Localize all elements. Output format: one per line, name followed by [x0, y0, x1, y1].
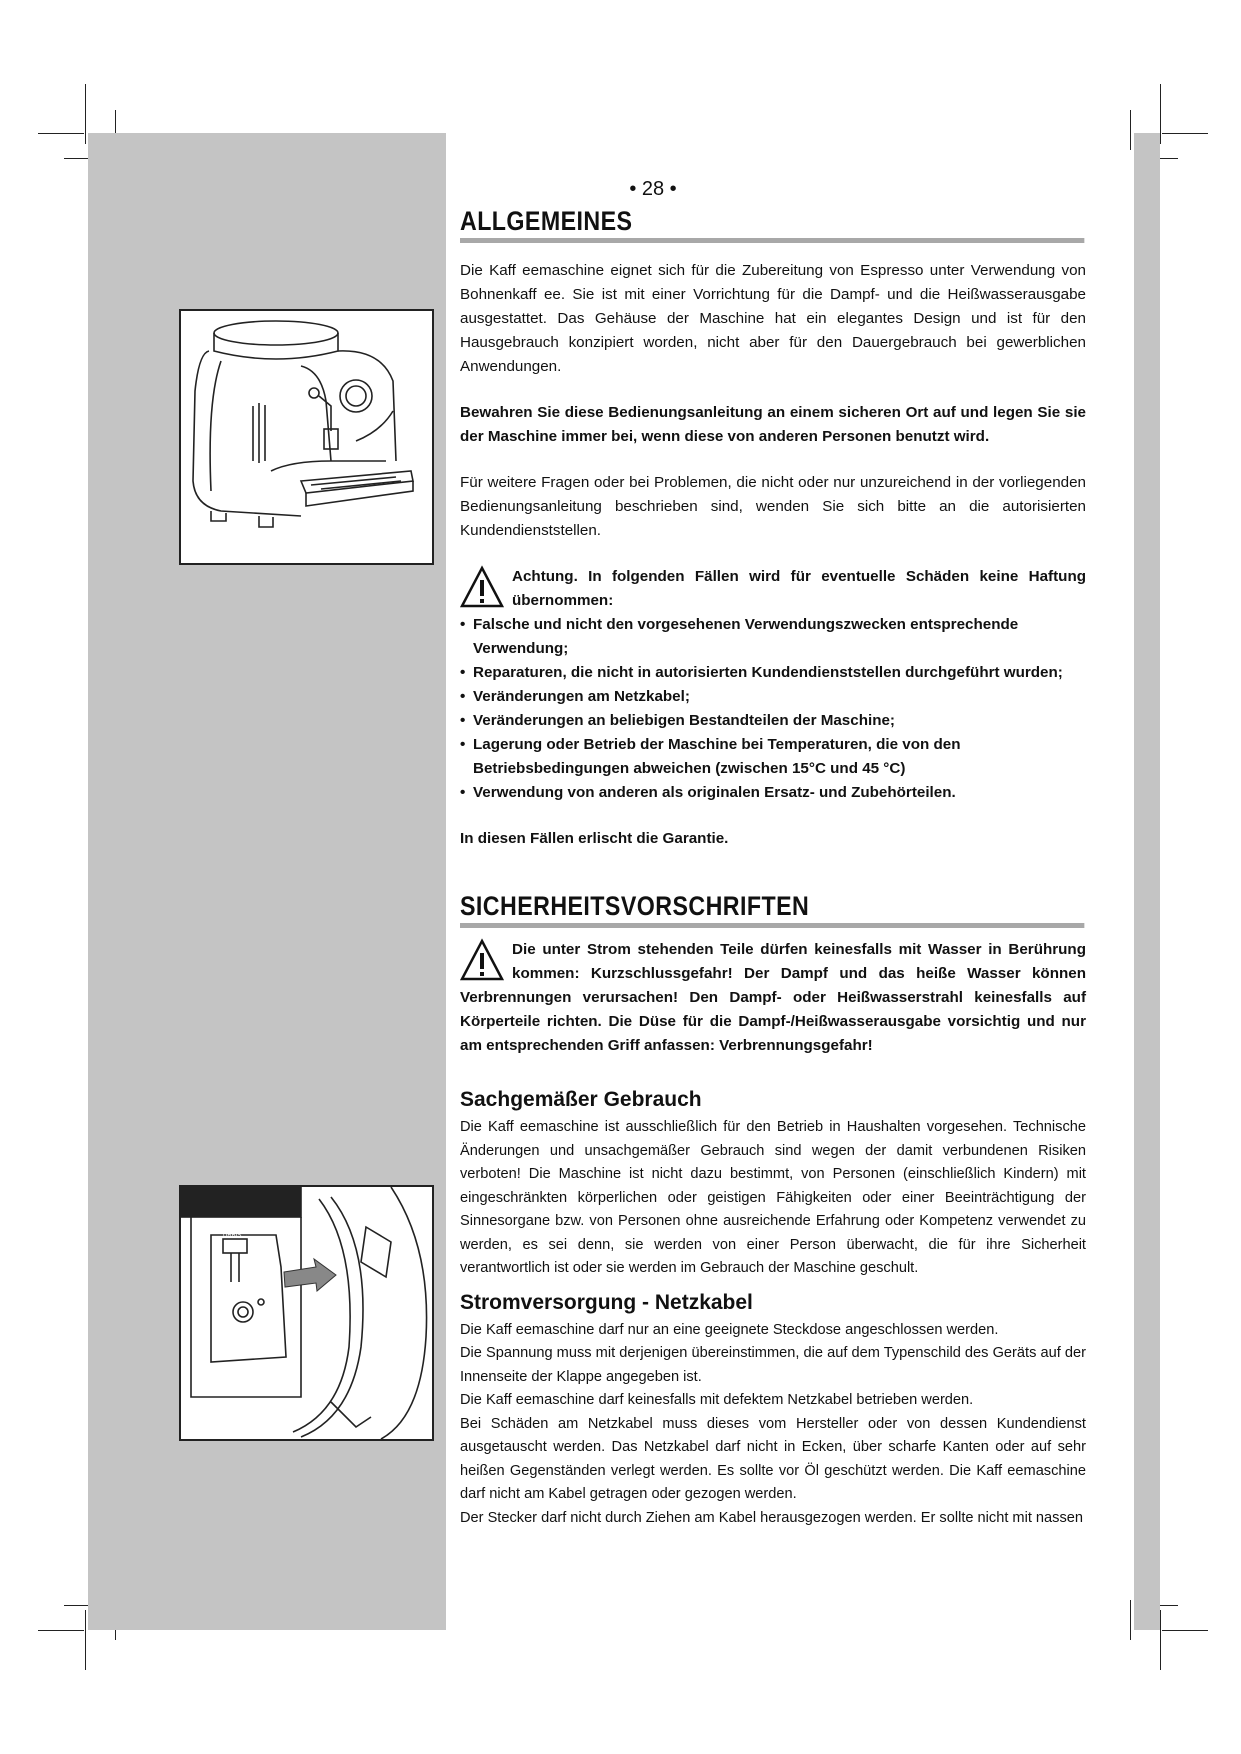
power-line: Die Spannung muss mit derjenigen übereinstimmen, die auf dem Typenschild des Geräts auf der Innenseite der Klappe angegeben ist.: [460, 1345, 1086, 1385]
intro-paragraph: Die Kaff eemaschine eignet sich für die Zubereitung von Espresso unter Verwendung von Bohnenkaff ee. Sie ist mit einer Vorrichtung für die Dampf- und die Heißwasserausgabe ausgestattet. Das Gehäuse der Maschine hat ein elegantes Design und ist für den Hausgebrauch konzipiert worden, nicht aber für den Dauergebrauch bei gewerblichen Anwendungen.: [460, 262, 1086, 375]
warning-triangle-icon: [460, 938, 504, 982]
list-item: • Lagerung oder Betrieb der Maschine bei Temperaturen, die von den Betriebsbedingungen abweichen (zwischen 15°C und 45 °C): [460, 733, 1086, 781]
list-item: • Falsche und nicht den vorgesehenen Verwendungszwecken entsprechende Verwendung;: [460, 613, 1086, 661]
questions-paragraph: Für weitere Fragen oder bei Problemen, die nicht oder nur unzureichend in der vorliegenden Bedienungsanleitung beschrieben sind, wenden Sie sich bitte an die autorisierten Kundendienststellen.: [460, 474, 1086, 539]
list-item: • Reparaturen, die nicht in autorisierten Kundendienststellen durchgeführt wurden;: [460, 661, 1086, 685]
list-item: • Verwendung von anderen als originalen Ersatz- und Zubehörteilen.: [460, 781, 1086, 805]
page-number: • 28 •: [629, 178, 677, 200]
list-item: • Veränderungen an beliebigen Bestandteilen der Maschine;: [460, 709, 1086, 733]
crop-mark: [1130, 1600, 1131, 1640]
proper-use-paragraph: Die Kaff eemaschine ist ausschließlich für den Betrieb in Haushalten vorgesehen. Technische Änderungen und unsachgemäßer Gebrauch sind wegen der damit verbundenen Risiken verboten! Die Maschine ist nicht dazu bestimmt, von Personen (einschließlich Kindern) mit eingeschränkten körperlichen oder geistigen Fähigkeiten oder einer Beeinträchtigung der Sinnesorgane bzw. von Personen ohne ausreichende Erfahrung oder Kompetenz verwendet zu werden, es sei denn, sie werden von einer Person überwacht, die für ihre Sicherheit verantwortlich ist oder sie werden im Gebrauch der Maschine geschult.: [460, 1119, 1086, 1276]
power-line: Bei Schäden am Netzkabel muss dieses vom Hersteller oder von dessen Kundendienst ausgetauscht werden. Das Netzkabel darf nicht in Ecken, über scharfe Kanten oder auf sehr heißen Gegenständen verlegt werden. Es sollte vor Öl geschützt werden. Die Kaff eemaschine darf nicht am Kabel getragen oder gezogen werden.: [460, 1415, 1086, 1502]
keep-manual-paragraph: Bewahren Sie diese Bedienungsanleitung an einem sicheren Ort auf und legen Sie sie der Maschine immer bei, wenn diese von anderen Personen benutzt wird.: [460, 404, 1086, 445]
right-margin-strip: [1134, 133, 1160, 1630]
guarantee-void-paragraph: In diesen Fällen erlischt die Garantie.: [460, 830, 729, 847]
crop-mark: [1162, 133, 1208, 134]
crop-mark: [85, 84, 86, 144]
power-line: Die Kaff eemaschine darf nur an eine geeignete Steckdose angeschlossen werden.: [460, 1321, 999, 1338]
machine-interior-illustration: [179, 1185, 434, 1441]
crop-mark: [1160, 84, 1161, 144]
power-line: Die Kaff eemaschine darf keinesfalls mit defektem Netzkabel betrieben werden.: [460, 1392, 974, 1408]
liability-warning: [460, 565, 1086, 613]
page-content: [460, 178, 1086, 1530]
crop-mark: [38, 1630, 84, 1631]
heading-sicherheitsvorschriften: SICHERHEITSVORSCHRIFTEN: [460, 891, 1084, 928]
heading-stromversorgung: Stromversorgung - Netzkabel: [460, 1290, 753, 1314]
machine-interior-drawing: [181, 1187, 432, 1439]
label-urbis: URBIS: [223, 1233, 242, 1239]
power-line: Der Stecker darf nicht durch Ziehen am Kabel herausgezogen werden. Er sollte nicht mit nassen: [460, 1509, 1083, 1526]
liability-warning-text: Achtung. In folgenden Fällen wird für eventuelle Schäden keine Haftung übernommen:: [512, 568, 1086, 609]
warning-triangle-icon: [460, 565, 504, 609]
crop-mark: [38, 133, 84, 134]
crop-mark: [85, 1610, 86, 1670]
heading-allgemeines: ALLGEMEINES: [460, 206, 1084, 243]
espresso-machine-illustration: [179, 309, 434, 565]
liability-list: [460, 613, 1086, 805]
heading-sachgemaesser-gebrauch: Sachgemäßer Gebrauch: [460, 1088, 702, 1111]
safety-warning: [460, 938, 1086, 1058]
crop-mark: [1160, 1610, 1161, 1670]
safety-warning-text: Die unter Strom stehenden Teile dürfen keinesfalls mit Wasser in Berührung kommen: Kurzschlussgefahr! Der Dampf und das heiße Wasser können Verbrennungen verursachen! Den Dampf- oder Heißwasserstrahl keinesfalls auf Körperteile richten. Die Düse für die Dampf-/Heißwasserausgabe vorsichtig und nur am entsprechenden Griff anfassen: Verbrennungsgefahr!: [460, 941, 1086, 1054]
espresso-machine-drawing: [181, 311, 432, 563]
list-item: • Veränderungen am Netzkabel;: [460, 685, 1086, 709]
crop-mark: [1130, 110, 1131, 150]
crop-mark: [1162, 1630, 1208, 1631]
